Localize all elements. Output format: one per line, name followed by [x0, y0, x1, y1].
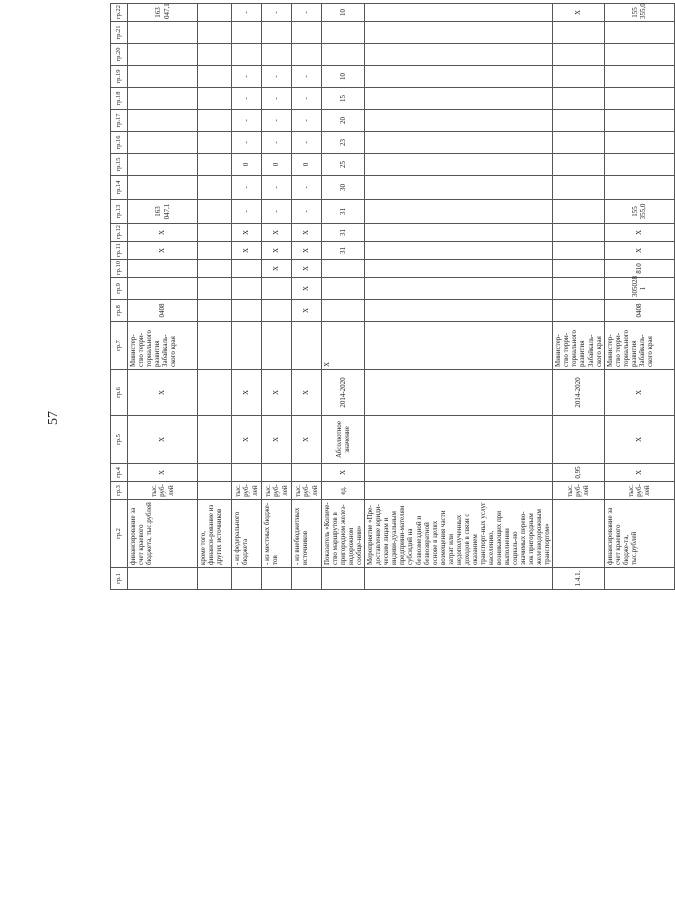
column-header: гр.15: [111, 154, 128, 176]
table-cell: 10: [322, 66, 365, 88]
table-cell: [553, 200, 604, 224]
table-cell: X: [322, 322, 365, 370]
table-cell: [198, 260, 232, 278]
table-cell: 31: [322, 242, 365, 260]
table-cell: -: [292, 88, 322, 110]
table-cell: [128, 66, 198, 88]
table-cell: 23: [322, 132, 365, 154]
table-cell: [198, 110, 232, 132]
table-row: [365, 4, 553, 590]
table-cell: - из внебюджетных источников: [292, 500, 322, 568]
table-cell: 305028 1: [604, 278, 674, 300]
table-cell: [553, 278, 604, 300]
table-cell: 1.4.1.: [553, 568, 604, 590]
table-row: [262, 4, 292, 590]
table-cell: [232, 260, 262, 278]
table-cell: [262, 300, 292, 322]
table-cell: [553, 154, 604, 176]
table-cell: -: [262, 132, 292, 154]
table-cell: [322, 22, 365, 44]
table-cell: 163 047,1: [128, 4, 198, 22]
table-cell: [128, 110, 198, 132]
table-cell: [198, 66, 232, 88]
table-cell: [604, 88, 674, 110]
table-cell: [292, 22, 322, 44]
column-header: гр.22: [111, 4, 128, 22]
table-cell: [365, 110, 553, 132]
table-cell: 0: [292, 154, 322, 176]
table-cell: Министер-ство терри-ториального развития Забайкаль-ского края: [604, 322, 674, 370]
table-cell: [365, 88, 553, 110]
table-cell: - из местных бюдже-тов: [262, 500, 292, 568]
table-cell: X: [604, 370, 674, 416]
table-cell: [292, 464, 322, 482]
table-cell: X: [262, 224, 292, 242]
table-cell: [604, 132, 674, 154]
table-cell: ед.: [322, 482, 365, 500]
table-cell: тыс. руб-лей: [232, 482, 262, 500]
table-cell: финансирование за счет краевого бюджета, тыс.рублей: [128, 500, 198, 568]
table-cell: X: [128, 224, 198, 242]
table-cell: -: [262, 176, 292, 200]
table-cell: кроме того, финанси-рование из других источников: [198, 500, 232, 568]
table-cell: X: [128, 370, 198, 416]
table-cell: X: [292, 260, 322, 278]
table-cell: X: [604, 416, 674, 464]
table-cell: X: [292, 300, 322, 322]
table-cell: -: [232, 200, 262, 224]
table-cell: [322, 300, 365, 322]
table-cell: тыс. руб-лей: [604, 482, 674, 500]
table-cell: тыс. руб-лей: [262, 482, 292, 500]
table-cell: Показатель «Количе-ство маршрутов в пригородном желез-нодорожном сообще-нии»: [322, 500, 365, 568]
table-cell: [198, 300, 232, 322]
table-cell: 30: [322, 176, 365, 200]
table-cell: тыс. руб-лей: [553, 482, 604, 500]
table-cell: X: [292, 242, 322, 260]
table-cell: [365, 22, 553, 44]
table-cell: X: [128, 464, 198, 482]
table-cell: X: [232, 242, 262, 260]
table-cell: [365, 568, 553, 590]
table-cell: [232, 44, 262, 66]
table-row: [322, 4, 365, 590]
table-cell: -: [262, 4, 292, 22]
table-cell: X: [232, 370, 262, 416]
table-cell: 2014-2020: [322, 370, 365, 416]
table-cell: [322, 568, 365, 590]
table-cell: [232, 464, 262, 482]
column-header: гр.10: [111, 260, 128, 278]
table-cell: [198, 154, 232, 176]
table-cell: -: [232, 176, 262, 200]
table-cell: [604, 154, 674, 176]
table-cell: -: [232, 88, 262, 110]
table-cell: [198, 176, 232, 200]
table-cell: [292, 568, 322, 590]
table-cell: [365, 4, 553, 22]
table-cell: 163 047,1: [128, 200, 198, 224]
table-row: [232, 4, 262, 590]
table-cell: [128, 154, 198, 176]
table-cell: [553, 260, 604, 278]
table-cell: -: [262, 66, 292, 88]
table-cell: [604, 176, 674, 200]
table-cell: финансирование за счет краевого бюдже-та, тыс.рублей: [604, 500, 674, 568]
table-cell: 10: [322, 4, 365, 22]
table-cell: [553, 110, 604, 132]
table-cell: [365, 200, 553, 224]
table-cell: X: [604, 464, 674, 482]
table-cell: [198, 370, 232, 416]
table-cell: Мероприятие «Пре-доставление юриди-ческим лицам и индиви-дуальным предприни-мателям субсидий на безвозмездной и безвозвратной основе в целях возмещения части затрат или недополученных доходов в связи с оказанием транспорт-ных услуг населению, возникающих при выполнении социаль-но значимых перево-зок пригородным железнодорожным транспортом»: [365, 500, 553, 568]
table-cell: -: [232, 132, 262, 154]
table-cell: [365, 260, 553, 278]
table-cell: [604, 22, 674, 44]
table-cell: [322, 278, 365, 300]
table-cell: -: [292, 132, 322, 154]
table-cell: [198, 464, 232, 482]
page-number: 57: [46, 411, 61, 425]
column-header: гр.4: [111, 464, 128, 482]
table-cell: [128, 568, 198, 590]
table-cell: [365, 44, 553, 66]
column-header: гр.1: [111, 568, 128, 590]
table-cell: 0: [262, 154, 292, 176]
program-indicators-table: [110, 3, 675, 590]
table-cell: 0408: [128, 300, 198, 322]
table-cell: X: [292, 224, 322, 242]
table-row: [292, 4, 322, 590]
table-cell: X: [262, 370, 292, 416]
column-header: гр.7: [111, 322, 128, 370]
column-header: гр.19: [111, 66, 128, 88]
table-cell: 0,95: [553, 464, 604, 482]
table-cell: [128, 22, 198, 44]
table-cell: X: [232, 416, 262, 464]
table-cell: [365, 464, 553, 482]
table-cell: Абсолютное значение: [322, 416, 365, 464]
table-cell: [365, 132, 553, 154]
table-cell: [198, 88, 232, 110]
table-cell: 15: [322, 88, 365, 110]
table-cell: [232, 568, 262, 590]
table-cell: [198, 200, 232, 224]
table-cell: [198, 242, 232, 260]
table-cell: X: [604, 242, 674, 260]
table-cell: -: [232, 4, 262, 22]
table-cell: [198, 132, 232, 154]
rotated-table-wrapper: [110, 3, 654, 590]
table-cell: [553, 242, 604, 260]
table-cell: X: [128, 416, 198, 464]
table-cell: 2014-2020: [553, 370, 604, 416]
column-header: гр.6: [111, 370, 128, 416]
table-cell: [262, 464, 292, 482]
table-cell: -: [262, 110, 292, 132]
table-cell: [262, 322, 292, 370]
table-cell: [128, 88, 198, 110]
table-cell: X: [262, 242, 292, 260]
table-cell: [198, 416, 232, 464]
table-cell: -: [292, 66, 322, 88]
table-cell: [232, 278, 262, 300]
table-cell: [262, 44, 292, 66]
table-cell: [128, 44, 198, 66]
column-header: гр.5: [111, 416, 128, 464]
table-cell: [365, 154, 553, 176]
table-cell: - из федерального бюджета: [232, 500, 262, 568]
table-cell: -: [292, 110, 322, 132]
table-cell: X: [553, 4, 604, 22]
table-cell: [198, 482, 232, 500]
table-cell: -: [262, 200, 292, 224]
table-cell: [365, 242, 553, 260]
table-cell: тыс. руб-лей: [128, 482, 198, 500]
table-cell: [292, 322, 322, 370]
table-cell: [553, 224, 604, 242]
table-cell: [128, 260, 198, 278]
table-cell: [198, 278, 232, 300]
column-header: гр.11: [111, 242, 128, 260]
table-cell: X: [604, 224, 674, 242]
table-cell: [553, 66, 604, 88]
column-header: гр.18: [111, 88, 128, 110]
table-cell: -: [232, 110, 262, 132]
table-cell: [365, 322, 553, 370]
table-cell: [198, 568, 232, 590]
table-cell: [604, 110, 674, 132]
table-cell: -: [292, 4, 322, 22]
table-cell: -: [292, 176, 322, 200]
table-cell: 155 355,0: [604, 4, 674, 22]
table-cell: X: [232, 224, 262, 242]
table-cell: -: [262, 88, 292, 110]
table-cell: [604, 66, 674, 88]
table-cell: [198, 4, 232, 22]
table-cell: [198, 44, 232, 66]
table-cell: тыс. руб-лей: [292, 482, 322, 500]
column-header: гр.20: [111, 44, 128, 66]
table-cell: [322, 44, 365, 66]
column-header: гр.8: [111, 300, 128, 322]
column-header: гр.14: [111, 176, 128, 200]
table-cell: [232, 322, 262, 370]
table-cell: 25: [322, 154, 365, 176]
table-cell: X: [262, 416, 292, 464]
table-row: [128, 4, 198, 590]
table-cell: [365, 300, 553, 322]
table-cell: [604, 44, 674, 66]
table-cell: [553, 88, 604, 110]
table-cell: [553, 132, 604, 154]
table-cell: 0: [232, 154, 262, 176]
table-cell: [365, 416, 553, 464]
column-header: гр.16: [111, 132, 128, 154]
table-cell: [365, 278, 553, 300]
table-row: [604, 4, 674, 590]
table-cell: [365, 224, 553, 242]
table-cell: 155 355,0: [604, 200, 674, 224]
table-cell: Министер-ство терри-ториального развития Забайкаль-ского края: [128, 322, 198, 370]
table-cell: [198, 224, 232, 242]
table-cell: [365, 482, 553, 500]
table-cell: [262, 568, 292, 590]
table-cell: [365, 176, 553, 200]
column-header: гр.12: [111, 224, 128, 242]
table-cell: [198, 22, 232, 44]
table-cell: [262, 22, 292, 44]
table-cell: X: [292, 370, 322, 416]
table-cell: [128, 132, 198, 154]
table-cell: [365, 370, 553, 416]
column-header: гр.9: [111, 278, 128, 300]
table-cell: 20: [322, 110, 365, 132]
table-cell: 0408: [604, 300, 674, 322]
table-cell: X: [128, 242, 198, 260]
table-cell: -: [292, 200, 322, 224]
table-cell: [128, 278, 198, 300]
table-cell: [553, 416, 604, 464]
table-cell: X: [262, 260, 292, 278]
column-header: гр.21: [111, 22, 128, 44]
table-cell: [322, 260, 365, 278]
table-cell: [553, 300, 604, 322]
table-cell: [128, 176, 198, 200]
table-cell: 31: [322, 200, 365, 224]
column-header: гр.3: [111, 482, 128, 500]
header-row: [111, 4, 128, 590]
table-cell: Министер-ство терри-ториального развития Забайкаль-ского края: [553, 322, 604, 370]
table-cell: -: [232, 66, 262, 88]
table-cell: [553, 22, 604, 44]
table-cell: X: [292, 416, 322, 464]
table-row: [198, 4, 232, 590]
table-cell: [292, 44, 322, 66]
table-cell: [553, 44, 604, 66]
table-cell: [232, 22, 262, 44]
column-header: гр.13: [111, 200, 128, 224]
table-cell: X: [322, 464, 365, 482]
table-cell: [262, 278, 292, 300]
table-row: [553, 4, 604, 590]
table-cell: 31: [322, 224, 365, 242]
table-cell: X: [292, 278, 322, 300]
table-cell: [553, 500, 604, 568]
table-cell: [553, 176, 604, 200]
column-header: гр.2: [111, 500, 128, 568]
column-header: гр.17: [111, 110, 128, 132]
table-cell: [198, 322, 232, 370]
table-cell: [232, 300, 262, 322]
table-cell: [604, 568, 674, 590]
table-cell: [365, 66, 553, 88]
table-cell: 810: [604, 260, 674, 278]
